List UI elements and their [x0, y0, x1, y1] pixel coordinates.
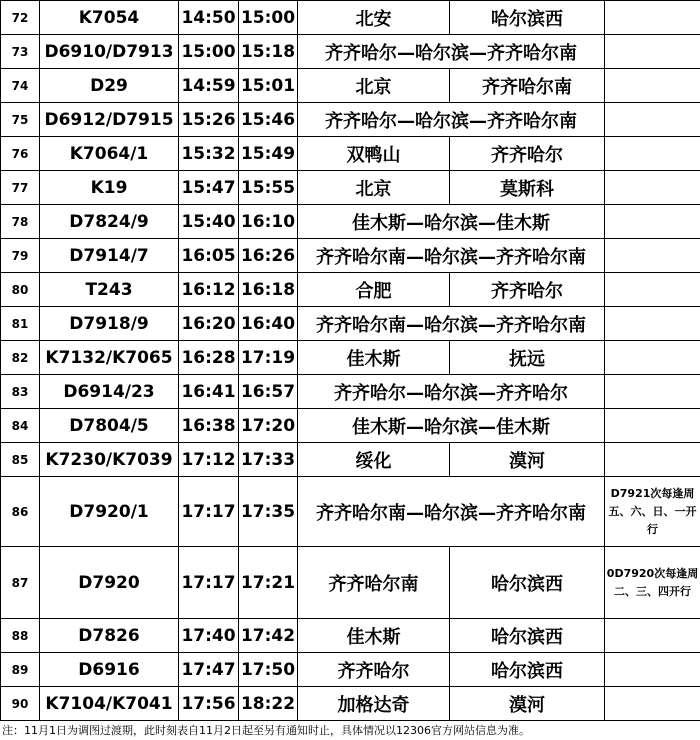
arrival-time: 14:59: [179, 69, 239, 103]
departure-time: 16:57: [239, 375, 298, 409]
train-number: D7918/9: [40, 307, 179, 341]
arrival-time: 16:20: [179, 307, 239, 341]
train-number: D6912/D7915: [40, 103, 179, 137]
table-row: [1, 619, 700, 653]
departure-time: 18:22: [239, 687, 298, 721]
origin-station: 齐齐哈尔南: [298, 547, 450, 619]
route-cell: 齐齐哈尔—哈尔滨—齐齐哈尔南: [298, 103, 605, 137]
note-cell: [605, 687, 700, 721]
train-number: D7920: [40, 547, 179, 619]
table-row: [1, 477, 700, 547]
train-number: D6914/23: [40, 375, 179, 409]
departure-time: 17:42: [239, 619, 298, 653]
row-number: 85: [1, 443, 40, 477]
arrival-time: 15:40: [179, 205, 239, 239]
train-number: T243: [40, 273, 179, 307]
departure-time: 17:33: [239, 443, 298, 477]
note-cell: [605, 443, 700, 477]
route-cell: 齐齐哈尔南—哈尔滨—齐齐哈尔南: [298, 239, 605, 273]
train-number: D7920/1: [40, 477, 179, 547]
destination-station: 齐齐哈尔南: [450, 69, 605, 103]
origin-station: 齐齐哈尔: [298, 653, 450, 687]
arrival-time: 16:12: [179, 273, 239, 307]
train-number: D6910/D7913: [40, 35, 179, 69]
origin-station: 双鸭山: [298, 137, 450, 171]
arrival-time: 16:28: [179, 341, 239, 375]
arrival-time: 15:32: [179, 137, 239, 171]
table-row: [1, 409, 700, 443]
note-cell: [605, 35, 700, 69]
table-row: [1, 239, 700, 273]
table-row: [1, 69, 700, 103]
arrival-time: 15:47: [179, 171, 239, 205]
row-number: 79: [1, 239, 40, 273]
row-number: 74: [1, 69, 40, 103]
row-number: 83: [1, 375, 40, 409]
arrival-time: 17:12: [179, 443, 239, 477]
destination-station: 哈尔滨西: [450, 653, 605, 687]
departure-time: 16:18: [239, 273, 298, 307]
note-cell: [605, 137, 700, 171]
row-number: 84: [1, 409, 40, 443]
departure-time: 17:35: [239, 477, 298, 547]
departure-time: 15:01: [239, 69, 298, 103]
origin-station: 佳木斯: [298, 341, 450, 375]
train-number: D7804/5: [40, 409, 179, 443]
note-cell: [605, 409, 700, 443]
destination-station: 齐齐哈尔: [450, 273, 605, 307]
departure-time: 16:40: [239, 307, 298, 341]
route-cell: 佳木斯—哈尔滨—佳木斯: [298, 205, 605, 239]
destination-station: 哈尔滨西: [450, 547, 605, 619]
arrival-time: 17:56: [179, 687, 239, 721]
train-number: K7230/K7039: [40, 443, 179, 477]
arrival-time: 15:00: [179, 35, 239, 69]
arrival-time: 17:17: [179, 547, 239, 619]
timetable-body: [1, 1, 700, 721]
departure-time: 15:55: [239, 171, 298, 205]
row-number: 72: [1, 1, 40, 35]
departure-time: 15:46: [239, 103, 298, 137]
table-row: [1, 687, 700, 721]
train-number: K7132/K7065: [40, 341, 179, 375]
route-cell: 齐齐哈尔南—哈尔滨—齐齐哈尔南: [298, 477, 605, 547]
train-number: D7826: [40, 619, 179, 653]
row-number: 78: [1, 205, 40, 239]
origin-station: 北京: [298, 171, 450, 205]
row-number: 81: [1, 307, 40, 341]
train-number: K19: [40, 171, 179, 205]
row-number: 88: [1, 619, 40, 653]
table-row: [1, 137, 700, 171]
note-cell: [605, 307, 700, 341]
note-cell: [605, 375, 700, 409]
departure-time: 16:26: [239, 239, 298, 273]
route-cell: 齐齐哈尔—哈尔滨—齐齐哈尔: [298, 375, 605, 409]
arrival-time: 16:38: [179, 409, 239, 443]
arrival-time: 15:26: [179, 103, 239, 137]
row-number: 76: [1, 137, 40, 171]
origin-station: 合肥: [298, 273, 450, 307]
arrival-time: 17:17: [179, 477, 239, 547]
table-row: [1, 35, 700, 69]
footnote: 注：11月1日为调图过渡期，此时刻表自11月2日起至另有通知时止，具体情况以12306官方网站信息为准。: [0, 721, 700, 740]
table-row: [1, 443, 700, 477]
origin-station: 北京: [298, 69, 450, 103]
note-cell: [605, 619, 700, 653]
table-row: [1, 1, 700, 35]
row-number: 82: [1, 341, 40, 375]
departure-time: 17:50: [239, 653, 298, 687]
destination-station: 哈尔滨西: [450, 1, 605, 35]
note-cell: [605, 1, 700, 35]
destination-station: 齐齐哈尔: [450, 137, 605, 171]
route-cell: 佳木斯—哈尔滨—佳木斯: [298, 409, 605, 443]
destination-station: 漠河: [450, 443, 605, 477]
note-cell: 0D7920次每逢周二、三、四开行: [605, 547, 700, 619]
departure-time: 15:49: [239, 137, 298, 171]
origin-station: 加格达奇: [298, 687, 450, 721]
table-row: [1, 171, 700, 205]
table-row: [1, 653, 700, 687]
origin-station: 北安: [298, 1, 450, 35]
table-row: [1, 273, 700, 307]
departure-time: 15:18: [239, 35, 298, 69]
row-number: 87: [1, 547, 40, 619]
note-cell: [605, 69, 700, 103]
train-number: K7064/1: [40, 137, 179, 171]
note-cell: [605, 653, 700, 687]
note-cell: [605, 171, 700, 205]
route-cell: 齐齐哈尔—哈尔滨—齐齐哈尔南: [298, 35, 605, 69]
row-number: 75: [1, 103, 40, 137]
train-number: K7104/K7041: [40, 687, 179, 721]
row-number: 80: [1, 273, 40, 307]
note-cell: [605, 341, 700, 375]
origin-station: 绥化: [298, 443, 450, 477]
table-row: [1, 205, 700, 239]
table-row: [1, 375, 700, 409]
row-number: 89: [1, 653, 40, 687]
note-cell: [605, 205, 700, 239]
destination-station: 莫斯科: [450, 171, 605, 205]
destination-station: 漠河: [450, 687, 605, 721]
arrival-time: 17:47: [179, 653, 239, 687]
route-cell: 齐齐哈尔南—哈尔滨—齐齐哈尔南: [298, 307, 605, 341]
departure-time: 17:21: [239, 547, 298, 619]
arrival-time: 17:40: [179, 619, 239, 653]
note-cell: [605, 103, 700, 137]
table-row: [1, 547, 700, 619]
departure-time: 16:10: [239, 205, 298, 239]
row-number: 90: [1, 687, 40, 721]
table-row: [1, 307, 700, 341]
destination-station: 哈尔滨西: [450, 619, 605, 653]
table-row: [1, 103, 700, 137]
train-number: K7054: [40, 1, 179, 35]
note-cell: [605, 273, 700, 307]
train-number: D29: [40, 69, 179, 103]
row-number: 73: [1, 35, 40, 69]
note-cell: [605, 239, 700, 273]
train-number: D7914/7: [40, 239, 179, 273]
departure-time: 15:00: [239, 1, 298, 35]
row-number: 77: [1, 171, 40, 205]
train-number: D7824/9: [40, 205, 179, 239]
origin-station: 佳木斯: [298, 619, 450, 653]
destination-station: 抚远: [450, 341, 605, 375]
arrival-time: 14:50: [179, 1, 239, 35]
departure-time: 17:19: [239, 341, 298, 375]
note-cell: D7921次每逢周五、六、日、一开行: [605, 477, 700, 547]
arrival-time: 16:41: [179, 375, 239, 409]
departure-time: 17:20: [239, 409, 298, 443]
train-number: D6916: [40, 653, 179, 687]
row-number: 86: [1, 477, 40, 547]
table-row: [1, 341, 700, 375]
arrival-time: 16:05: [179, 239, 239, 273]
